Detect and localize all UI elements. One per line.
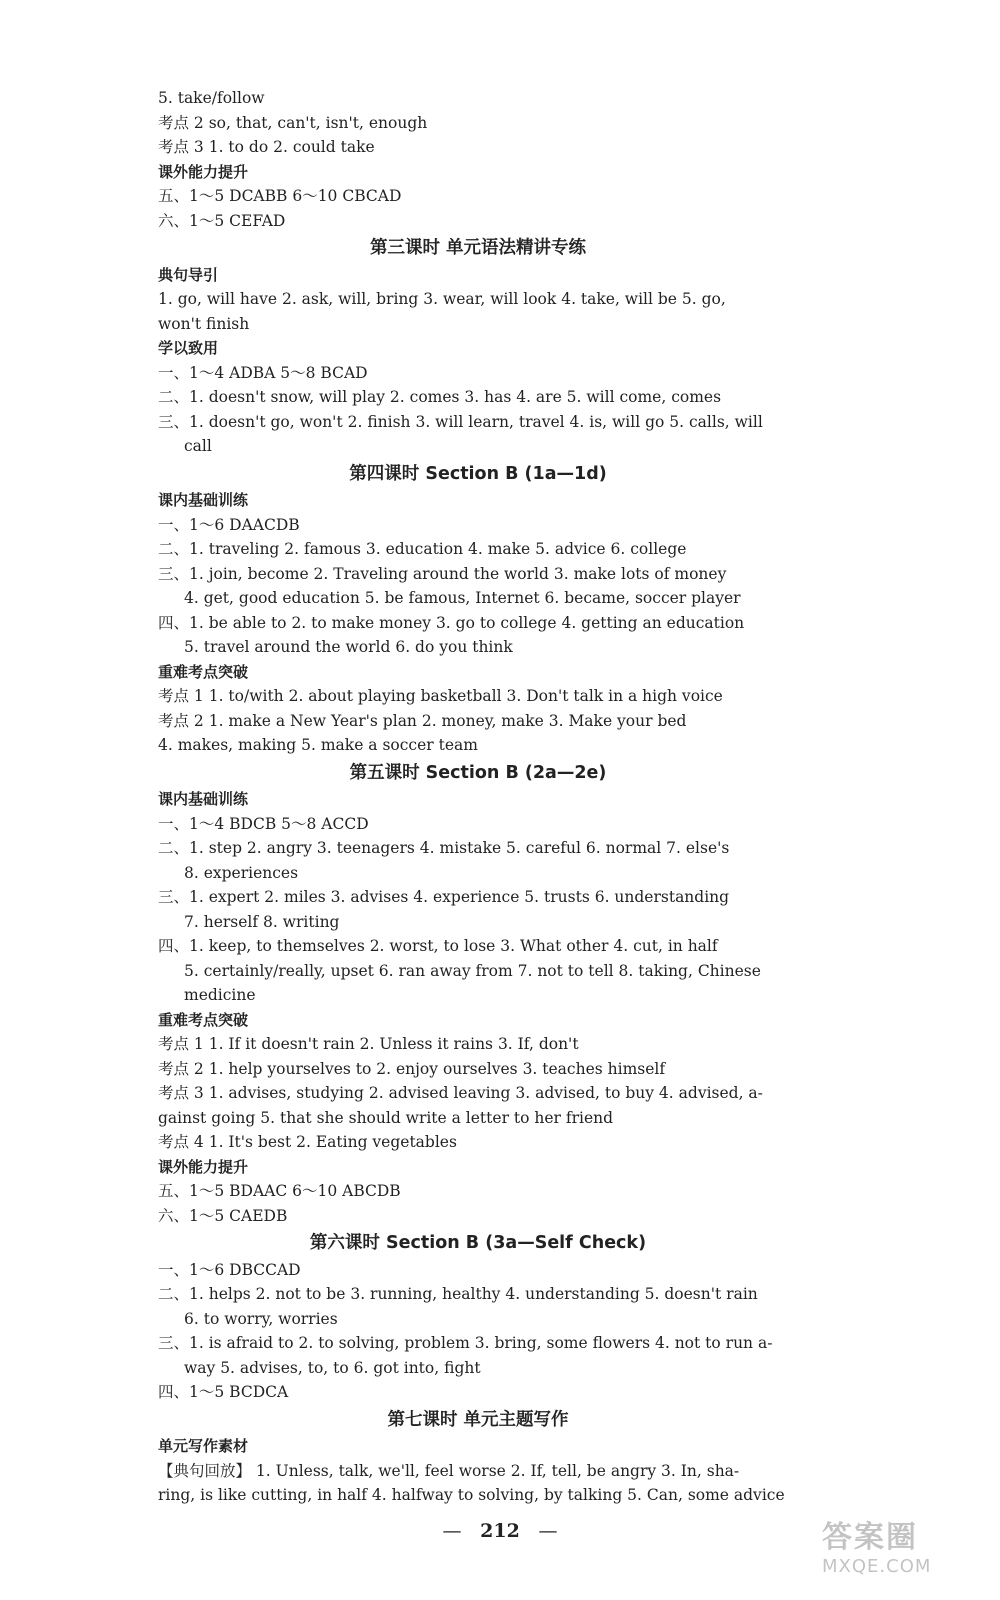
section-heading: 单元写作素材 <box>158 1437 249 1455</box>
section-heading: 学以致用 <box>158 339 219 357</box>
section-heading: 课内基础训练 <box>158 491 249 509</box>
answer-line: 一、1～4 ADBA 5～8 BCAD <box>158 363 368 382</box>
answer-line: gainst going 5. that she should write a letter to her friend <box>158 1108 614 1127</box>
section-heading: 课外能力提升 <box>158 162 249 181</box>
answer-line: won't finish <box>158 314 250 333</box>
answer-line: 四、1. be able to 2. to make money 3. go to college 4. getting an education <box>158 613 745 632</box>
answer-page-content <box>158 86 798 1508</box>
answer-line: 二、1. step 2. angry 3. teenagers 4. mistake 5. careful 6. normal 7. else's <box>158 839 730 857</box>
answer-line: 三、1. join, become 2. Traveling around the world 3. make lots of money <box>158 564 727 583</box>
answer-line: 考点 2 1. help yourselves to 2. enjoy ourselves 3. teaches himself <box>158 1059 666 1078</box>
lesson-title: 第三课时 单元语法精讲专练 <box>369 238 587 258</box>
lesson-title: 第四课时 Section B (1a—1d) <box>349 463 607 484</box>
section-heading: 重难考点突破 <box>158 662 249 681</box>
answer-line: 6. to worry, worries <box>184 1309 338 1328</box>
footer-dash-right: — <box>538 1520 558 1542</box>
answer-line: 4. makes, making 5. make a soccer team <box>158 736 478 754</box>
answer-line: 考点 4 1. It's best 2. Eating vegetables <box>158 1133 457 1151</box>
watermark-logo-text: 答案圈 <box>822 1520 918 1555</box>
answer-line: 5. travel around the world 6. do you think <box>184 638 513 656</box>
footer-dash-left: — <box>442 1520 462 1542</box>
answer-line: 四、1. keep, to themselves 2. worst, to lose 3. What other 4. cut, in half <box>158 937 718 955</box>
answer-line: call <box>184 437 212 455</box>
watermark-domain: MXQE.COM <box>822 1556 932 1577</box>
answer-line: 8. experiences <box>184 863 299 882</box>
answer-line: 一、1～4 BDCB 5～8 ACCD <box>158 814 369 833</box>
answer-line: 一、1～6 DBCCAD <box>158 1260 301 1279</box>
answer-line: 二、1. helps 2. not to be 3. running, healthy 4. understanding 5. doesn't rain <box>158 1285 758 1303</box>
page-number: 212 <box>480 1520 520 1542</box>
answer-line: 考点 3 1. advises, studying 2. advised leaving 3. advised, to buy 4. advised, a- <box>158 1084 763 1102</box>
answer-line: 5. certainly/really, upset 6. ran away from 7. not to tell 8. taking, Chinese <box>184 961 761 980</box>
answer-line: 二、1. traveling 2. famous 3. education 4. make 5. advice 6. college <box>158 540 687 558</box>
section-heading: 课内基础训练 <box>158 790 249 808</box>
section-heading: 重难考点突破 <box>158 1010 249 1029</box>
watermark-logo <box>822 1512 972 1582</box>
answer-line: 三、1. expert 2. miles 3. advises 4. experience 5. trusts 6. understanding <box>158 888 730 906</box>
answer-line: 六、1～5 CEFAD <box>158 211 286 230</box>
answer-line: 4. get, good education 5. be famous, Internet 6. became, soccer player <box>184 589 741 607</box>
answer-line: way 5. advises, to, to 6. got into, fight <box>184 1358 481 1377</box>
answer-line: 1. go, will have 2. ask, will, bring 3. wear, will look 4. take, will be 5. go, <box>158 290 726 308</box>
lesson-title: 第五课时 Section B (2a—2e) <box>349 762 607 783</box>
answer-line: 考点 2 1. make a New Year's plan 2. money, make 3. Make your bed <box>158 711 687 730</box>
answer-line: 三、1. doesn't go, won't 2. finish 3. will learn, travel 4. is, will go 5. calls, will <box>158 412 763 431</box>
answer-line: 考点 1 1. If it doesn't rain 2. Unless it rains 3. If, don't <box>158 1035 579 1053</box>
lesson-title: 第七课时 单元主题写作 <box>387 1409 569 1430</box>
answer-line: medicine <box>184 986 256 1004</box>
answer-line: 考点 2 so, that, can't, isn't, enough <box>158 113 428 132</box>
answer-line: ring, is like cutting, in half 4. halfway to solving, by talking 5. Can, some advice <box>158 1486 785 1504</box>
answer-line: 考点 1 1. to/with 2. about playing basketball 3. Don't talk in a high voice <box>158 687 723 705</box>
answer-line: 一、1～6 DAACDB <box>158 515 300 534</box>
answer-line: 二、1. doesn't snow, will play 2. comes 3. has 4. are 5. will come, comes <box>158 388 722 406</box>
section-heading: 典句导引 <box>158 265 219 284</box>
answer-line: 三、1. is afraid to 2. to solving, problem 3. bring, some flowers 4. not to run a- <box>158 1334 773 1352</box>
answer-line: 五、1～5 BDAAC 6～10 ABCDB <box>158 1182 401 1200</box>
answer-line: 考点 3 1. to do 2. could take <box>158 138 375 156</box>
lesson-title: 第六课时 Section B (3a—Self Check) <box>309 1233 647 1253</box>
section-heading: 课外能力提升 <box>158 1157 249 1176</box>
answer-line: 五、1～5 DCABB 6～10 CBCAD <box>158 187 402 205</box>
answer-line: 【典句回放】 1. Unless, talk, we'll, feel worse 2. If, tell, be angry 3. In, sha- <box>158 1461 740 1480</box>
answer-line: 四、1～5 BCDCA <box>158 1383 289 1401</box>
answer-line: 六、1～5 CAEDB <box>158 1206 288 1225</box>
answer-line: 7. herself 8. writing <box>184 912 340 931</box>
answer-line: 5. take/follow <box>158 89 265 107</box>
